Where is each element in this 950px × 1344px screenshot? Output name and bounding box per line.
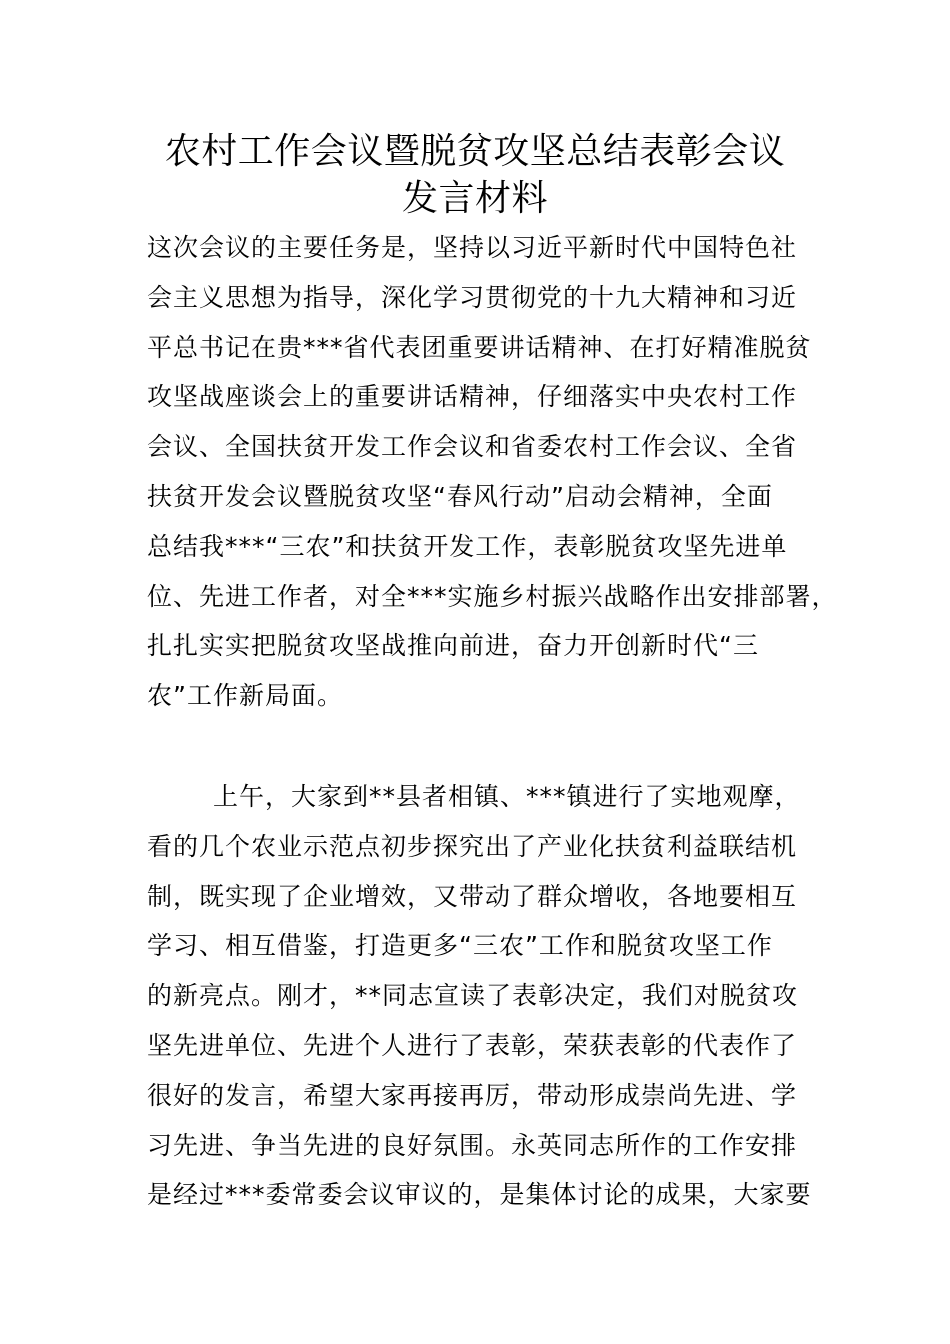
text-line: 看的几个农业示范点初步探究出了产业化扶贫利益联结机	[147, 831, 798, 861]
text-line: 总结我***“三农”和扶贫开发工作，表彰脱贫攻坚先进单	[147, 531, 788, 561]
text-line: 的新亮点。刚才，**同志宣读了表彰决定，我们对脱贫攻	[147, 981, 799, 1011]
text-line: 是经过***委常委会议审议的，是集体讨论的成果，大家要	[147, 1180, 812, 1210]
text-line: 会议、全国扶贫开发工作会议和省委农村工作会议、全省	[147, 432, 798, 462]
text-line: 很好的发言，希望大家再接再厉，带动形成崇尚先进、学	[147, 1080, 798, 1110]
title-line-1: 农村工作会议暨脱贫攻坚总结表彰会议	[164, 131, 786, 172]
text-line: 扶贫开发会议暨脱贫攻坚“春风行动”启动会精神，全面	[147, 481, 773, 511]
paragraph-1	[147, 223, 838, 721]
text-line: 习先进、争当先进的良好氛围。永英同志所作的工作安排	[147, 1130, 798, 1160]
text-line: 农”工作新局面。	[147, 681, 343, 711]
title-line-2: 发言材料	[401, 178, 548, 219]
text-line: 扎扎实实把脱贫攻坚战推向前进，奋力开创新时代“三	[147, 631, 759, 661]
text-line: 学习、相互借鉴，打造更多“三农”工作和脱贫攻坚工作	[147, 931, 773, 961]
text-line: 上午，大家到**县者相镇、***镇进行了实地观摩，	[213, 782, 801, 811]
text-line: 位、先进工作者，对全***实施乡村振兴战略作出安排部署，	[147, 581, 838, 611]
document-title	[120, 128, 830, 222]
text-line: 这次会议的主要任务是，坚持以习近平新时代中国特色社	[147, 233, 798, 262]
text-line: 坚先进单位、先进个人进行了表彰，荣获表彰的代表作了	[147, 1030, 798, 1060]
text-line: 会主义思想为指导，深化学习贯彻党的十九大精神和习近	[147, 282, 798, 312]
text-line: 平总书记在贵***省代表团重要讲话精神、在打好精准脱贫	[147, 332, 812, 362]
text-line: 攻坚战座谈会上的重要讲话精神，仔细落实中央农村工作	[147, 382, 798, 412]
paragraph-2	[147, 772, 827, 1220]
text-line: 制，既实现了企业增效，又带动了群众增收，各地要相互	[147, 881, 798, 911]
